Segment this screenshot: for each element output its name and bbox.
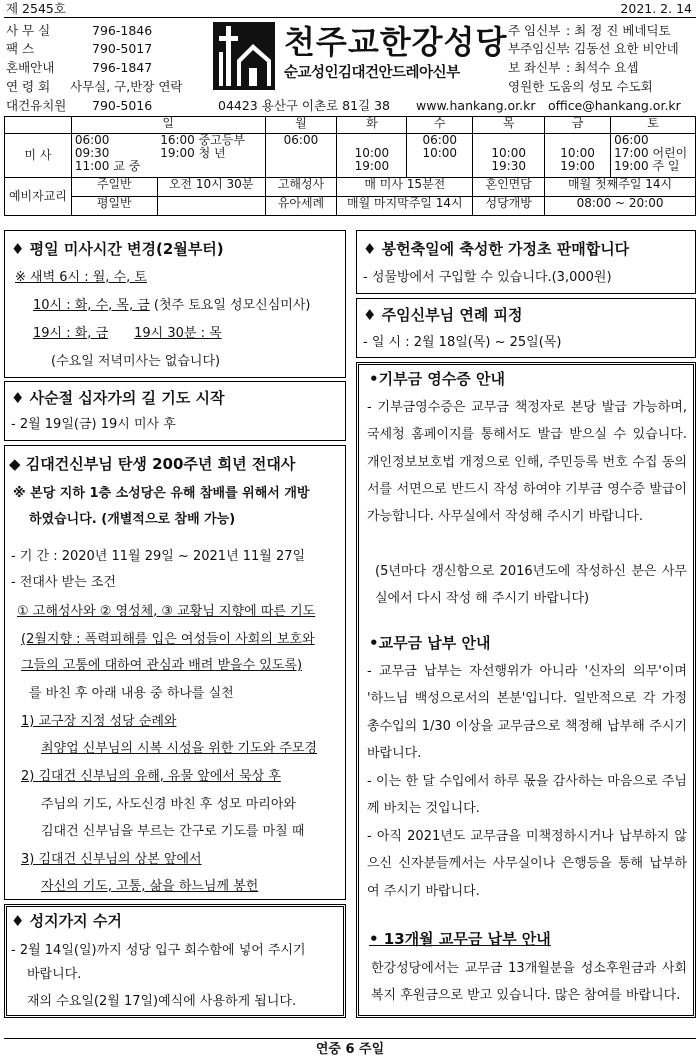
notice-paragraph: - 기부금영수증은 교무금 책정자로 본당 발급 가능하며, 국세청 홈페이지를 통해서도 발급 받으실 수 있습니다. 개인정보보호법 개정으로 인해, 주민등록 번호 수집 동의서를 서면으로 반드시 작성 하여야 기부금 영수증 발급이 가능합니다. 사무실에서 작성해 주시기 바랍니다. — [367, 400, 687, 525]
notice-stations — [4, 381, 346, 441]
footer-rule — [4, 1038, 696, 1039]
notice-line: 1) 교구장 지정 성당 순례와 — [21, 714, 177, 729]
open-label: 성당개방 — [473, 197, 545, 216]
church-name: 천주교한강성당 — [284, 23, 508, 61]
mass-sat: 06:00 17:00 어린이 19:00 주 일 — [611, 134, 696, 178]
notice-line: 바랍니다. — [27, 967, 82, 982]
schedule-row-2 — [5, 197, 696, 216]
sunday-class-time: 오전 10시 30분 — [157, 178, 265, 197]
weekday-class: 평일반 — [71, 197, 157, 216]
notice-line: 19시 : 화, 금 19시 30분 : 목 — [33, 326, 222, 341]
schedule-corner — [5, 117, 72, 134]
notice-title: ♦ 평일 미사시간 변경(2월부터) — [11, 240, 224, 258]
notice-line: 재의 수요일(2월 17일)예식에 사용하게 됩니다. — [27, 994, 297, 1009]
day-sun: 일 — [71, 117, 265, 134]
open-time: 08:00 ~ 20:00 — [545, 197, 696, 216]
notice-weekday-mass — [4, 230, 346, 378]
notice-line: 그들의 고통에 대하여 관심과 배려 받을수 있도록) — [21, 658, 303, 673]
notice-title: ♦ 사순절 십자가의 길 기도 시작 — [11, 389, 225, 407]
notice-jubilee — [4, 445, 346, 900]
notice-paragraph: 한강성당에서는 교무금 13개월분을 성소후원금과 사회복지 후원금으로 받고 있습니다. 많은 참여를 바랍니다. — [371, 961, 687, 1004]
contact-fax: 팩 스 790-5017 — [6, 41, 153, 56]
notice-line: 3) 김대건 신부님의 상본 앞에서 — [21, 852, 202, 867]
weekday-class-time — [157, 197, 265, 216]
notice-line: 김대건 신부님을 부르는 간구로 기도를 마칠 때 — [41, 824, 305, 839]
mass-sun-a: 06:00 09:30 11:00 교 중 — [71, 134, 157, 178]
church-email[interactable]: office@hankang.or.kr — [548, 98, 681, 113]
notice-title: ♦ 성지가지 수거 — [11, 912, 122, 930]
church-subtitle: 순교성인김대건안드레아신부 — [284, 65, 460, 81]
confession-label: 고해성사 — [265, 178, 337, 197]
notice-title: •기부금 영수증 안내 — [369, 370, 505, 388]
notice-line: 주님의 기도, 사도신경 바친 후 성모 마리아와 — [41, 797, 296, 812]
notice-line: - 일 시 : 2월 18일(목) ~ 25일(목) — [363, 335, 562, 350]
marriage-label: 혼인면담 — [473, 178, 545, 197]
schedule-table — [4, 116, 696, 216]
convent-name: 영원한 도움의 성모 수도회 — [508, 79, 653, 94]
clergy-pastor: 주 임신부 : 최 정 진 베네딕토 — [508, 23, 671, 38]
notice-paragraph: - 교무금 납부는 자선행위가 아니라 '신자의 의무'이며 '하느님 백성으로서의 본분'입니다. 일반적으로 각 가정 총수입의 1/30 이상을 교무금으로 책정해 납부해 주시기 바랍니다. — [367, 664, 687, 761]
sunday-class: 주일반 — [71, 178, 157, 197]
issue-date: 2021. 2. 14 — [620, 1, 692, 16]
day-fri: 금 — [545, 117, 611, 134]
mass-wed: 06:00 10:00 — [407, 134, 473, 178]
mass-mon: 06:00 — [265, 134, 337, 178]
notice-line: - 2월 19일(금) 19시 미사 후 — [11, 417, 176, 432]
notice-line: 2) 김대건 신부님의 유해, 유물 앞에서 묵상 후 — [21, 769, 281, 784]
notice-line: - 전대사 받는 조건 — [11, 575, 116, 590]
notice-title: ◆ 김대건신부님 탄생 200주년 희년 전대사 — [9, 455, 296, 473]
notice-paragraph: - 이는 한 달 수입에서 하루 몫을 감사하는 마음으로 주님께 바치는 것입니다. — [367, 774, 687, 817]
contact-wedding: 혼배안내 796-1847 — [6, 60, 153, 75]
notice-line: 최양업 신부님의 시복 시성을 위한 기도와 주모경 — [41, 741, 317, 756]
notice-line: (수요일 저녁미사는 없습니다) — [51, 354, 221, 369]
mass-label: 미 사 — [5, 134, 72, 178]
baptism-time: 매월 마지막주일 14시 — [337, 197, 473, 216]
notice-paragraph: - 아직 2021년도 교무금을 미책정하시거나 납부하지 않으신 신자분들께서는 사무실이나 은행등을 통해 납부하여 주시기 바랍니다. — [367, 829, 687, 899]
issue-number: 제 2545호 — [6, 1, 66, 16]
confession-time: 매 미사 15분전 — [337, 178, 473, 197]
notice-line: 하였습니다. (개별적으로 참배 가능) — [29, 512, 236, 527]
notice-line: 자신의 기도, 고통, 삶을 하느님께 봉헌 — [41, 879, 259, 894]
day-sat: 토 — [611, 117, 696, 134]
mass-fri: 10:00 19:00 — [545, 134, 611, 178]
day-thu: 목 — [473, 117, 545, 134]
notice-title: ♦ 주임신부님 연례 피정 — [363, 306, 523, 324]
notice-line: ※ 본당 지하 1층 소성당은 유해 참배를 위해서 개방 — [13, 486, 310, 501]
notice-line: (2월지향 : 폭력피해를 입은 여성들이 사회의 보호와 — [21, 632, 315, 647]
contact-office: 사 무 실 796-1846 — [6, 23, 153, 38]
notice-line: ※ 새벽 6시 : 월, 수, 토 — [15, 270, 147, 285]
mass-sun-b: 16:00 중고등부 19:00 청 년 — [157, 134, 265, 178]
notice-candle-sale — [356, 230, 696, 294]
clergy-assistant: 보 좌신부 : 최석수 요셉 — [508, 60, 639, 75]
notice-title: ♦ 봉헌축일에 축성한 가정초 판매합니다 — [363, 240, 630, 258]
notice-line: 를 바친 후 아래 내용 중 하나를 실천 — [29, 686, 234, 701]
day-tue: 화 — [337, 117, 407, 134]
clergy-associate: 부주임신부: 김동선 요한 비안네 — [508, 41, 679, 56]
church-website[interactable]: www.hankang.or.kr — [416, 98, 536, 113]
mass-tue: 10:00 19:00 — [337, 134, 407, 178]
marriage-time: 매월 첫째주일 14시 — [545, 178, 696, 197]
notice-line: - 성물방에서 구입할 수 있습니다.(3,000원) — [363, 270, 612, 285]
schedule-row-1 — [5, 178, 696, 197]
baptism-label: 유아세례 — [265, 197, 337, 216]
notice-donation — [356, 362, 696, 1018]
notice-line: - 2월 14일(일)까지 성당 입구 회수함에 넣어 주시기 — [11, 943, 306, 958]
notice-subtitle: •교무금 납부 안내 — [369, 634, 491, 652]
day-mon: 월 — [265, 117, 337, 134]
contact-senior: 연 령 회 사무실, 구,반장 연락 — [6, 79, 183, 94]
notice-line: - 기 간 : 2020년 11월 29일 ~ 2021년 11월 27일 — [11, 549, 306, 564]
mass-thu: 10:00 19:30 — [473, 134, 545, 178]
day-wed: 수 — [407, 117, 473, 134]
notice-retreat — [356, 298, 696, 358]
notice-palm-collection — [4, 904, 346, 1018]
header-rule — [4, 17, 696, 18]
notice-paragraph: (5년마다 갱신함으로 2016년도에 작성하신 분은 사무실에서 다시 작성 해 주시기 바랍니다) — [375, 564, 687, 607]
contact-kindergarten: 대건유치원 790-5016 — [6, 98, 153, 113]
church-logo — [213, 22, 275, 90]
schedule-mass-row — [5, 134, 696, 178]
footer-sunday: 연중 6 주일 — [315, 1042, 385, 1057]
notice-line: 10시 : 화, 수, 목, 금 (첫주 토요일 성모신심미사) — [33, 298, 311, 313]
schedule-day-row — [5, 117, 696, 134]
notice-line: ① 고해성사와 ② 영성체, ③ 교황님 지향에 따른 기도 — [17, 604, 316, 619]
church-address: 04423 용산구 이촌로 81길 38 — [218, 98, 390, 113]
catechumen-label: 예비자교리 — [5, 178, 72, 216]
notice-subtitle: • 13개월 교무금 납부 안내 — [369, 930, 551, 948]
